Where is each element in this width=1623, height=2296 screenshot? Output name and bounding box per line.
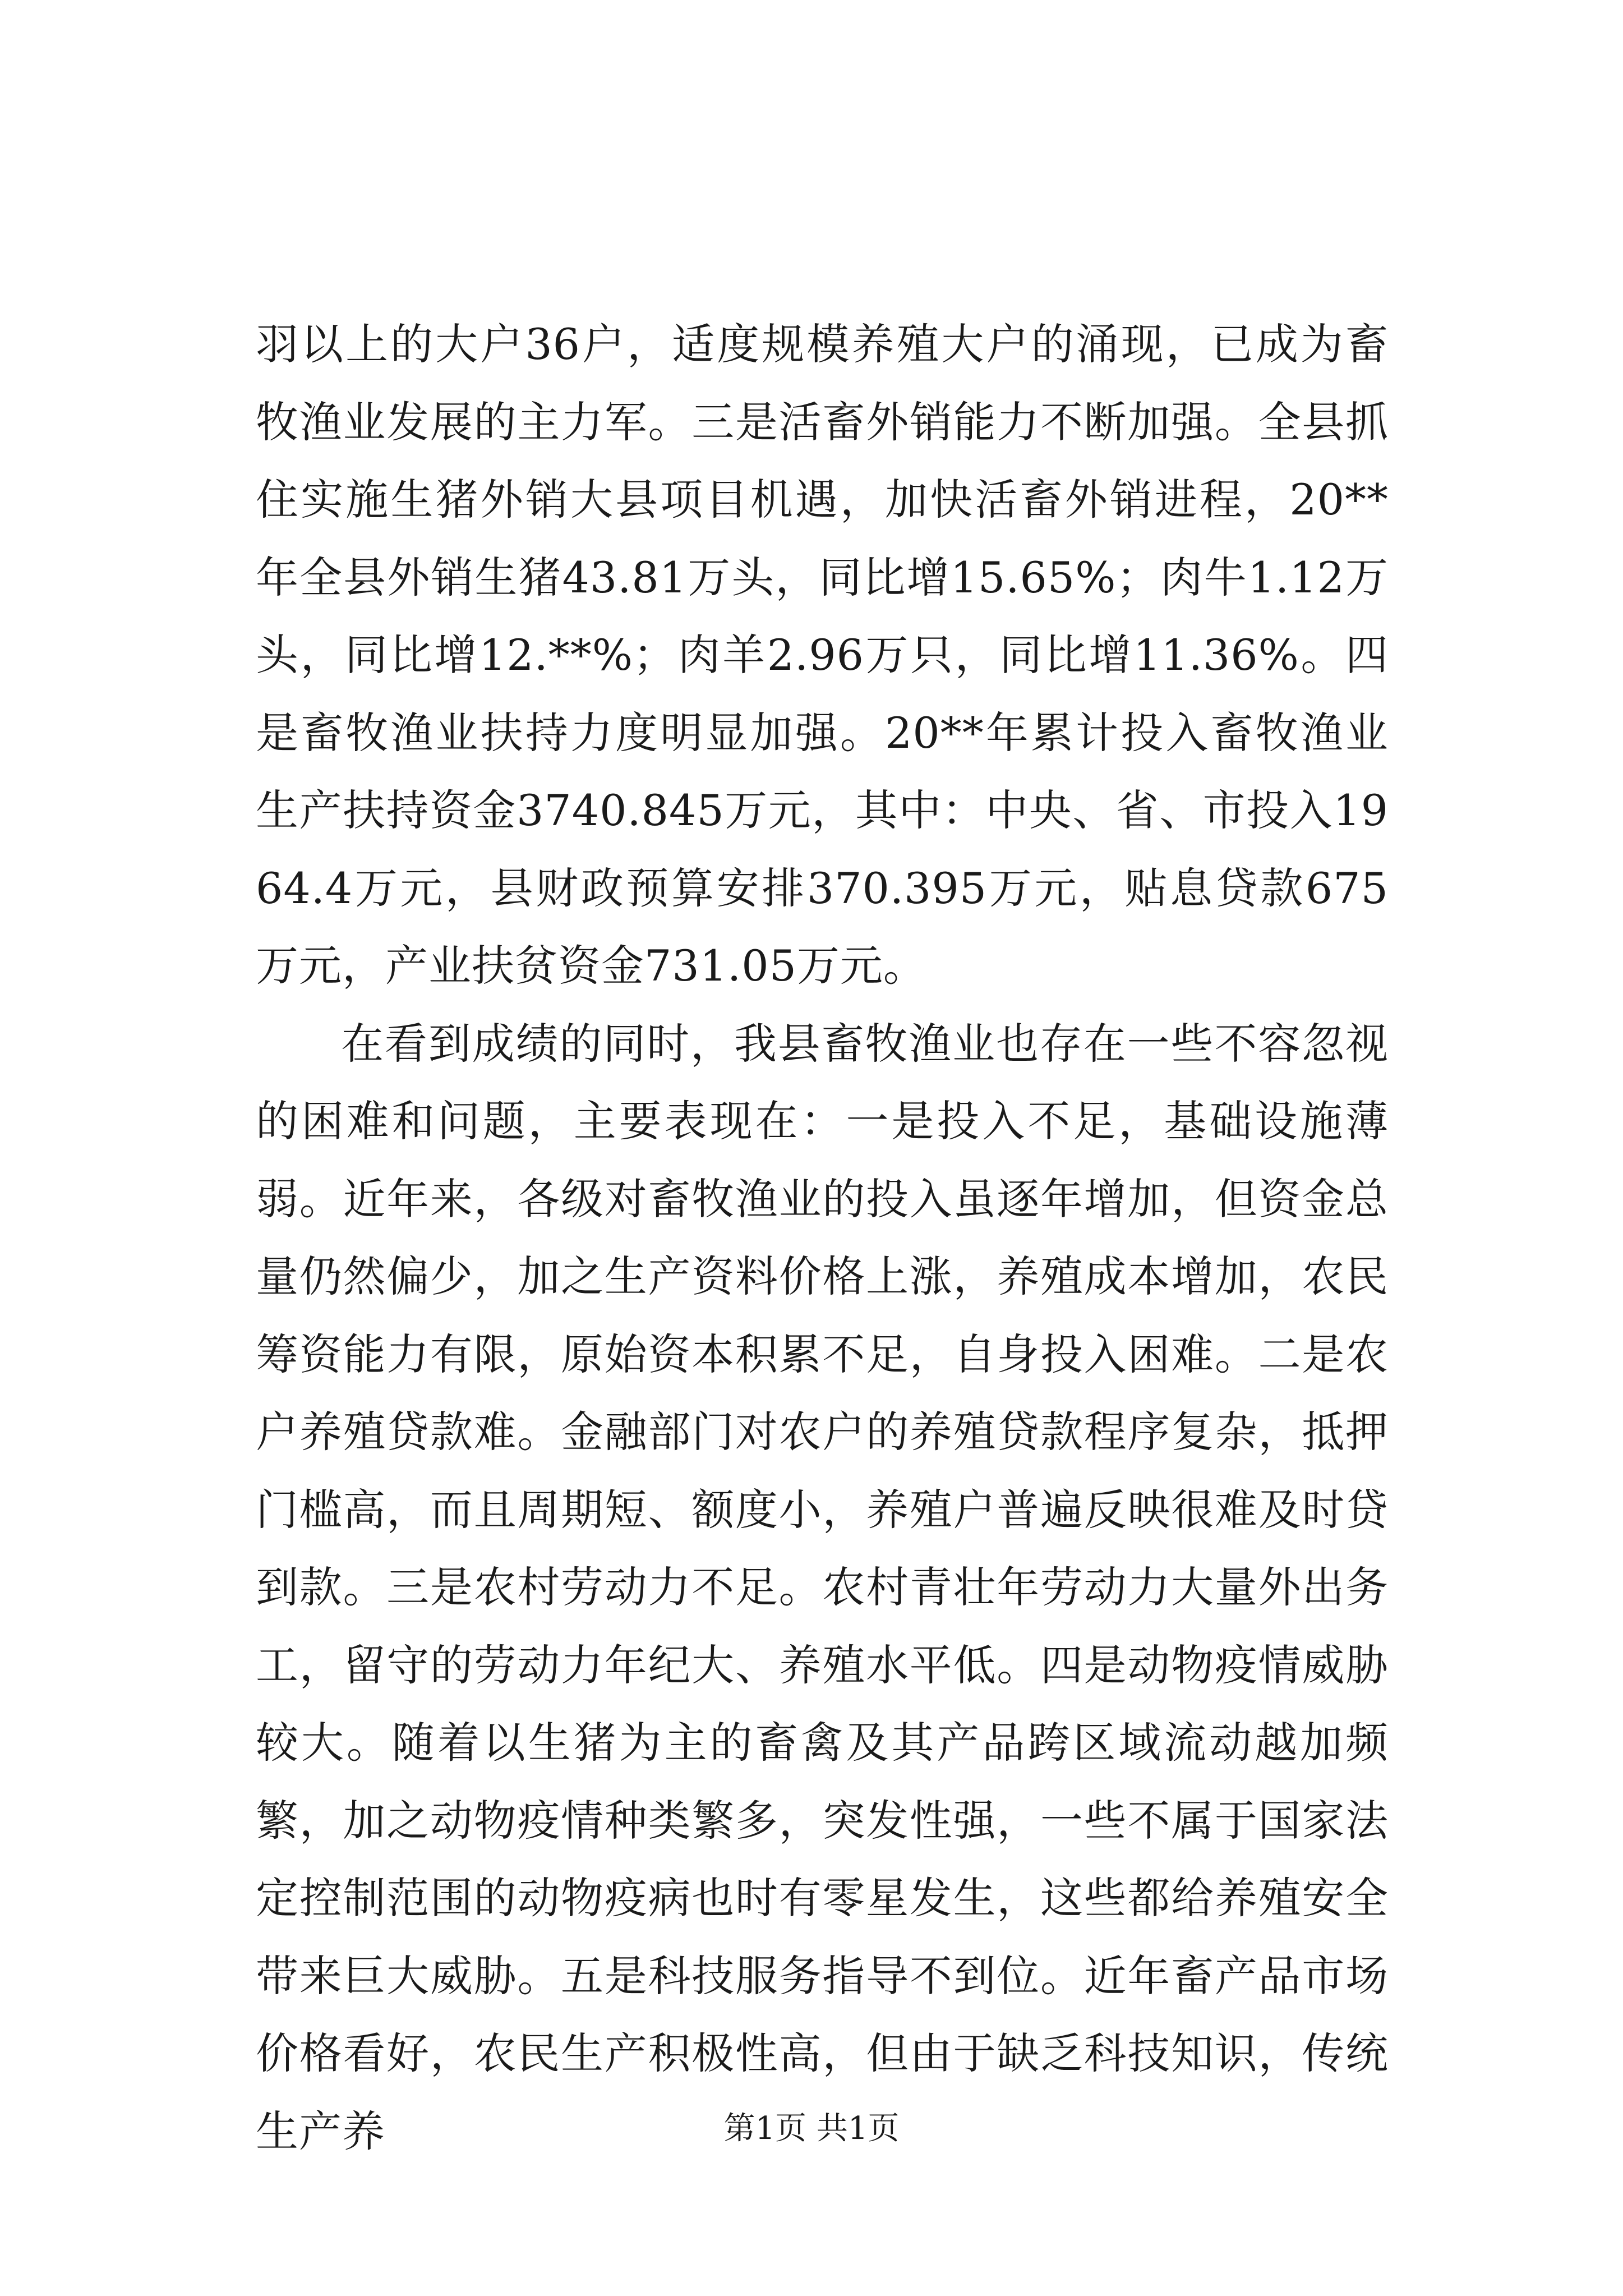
body-text — [256, 306, 1389, 2170]
page-footer: 第1页 共1页 — [723, 2110, 900, 2147]
paragraph-1: 羽以上的大户36户，适度规模养殖大户的涌现，已成为畜牧渔业发展的主力军。三是活畜外销能力不断加强。全县抓住实施生猪外销大县项目机遇，加快活畜外销进程，20**年全县外销生猪43.81万头，同比增15.65%；肉牛1.12万头，同比增12.**%；肉羊2.96万只，同比增11.36%。四是畜牧渔业扶持力度明显加强。20**年累计投入畜牧渔业生产扶持资金3740.845万元，其中：中央、省、市投入1964.4万元，县财政预算安排370.395万元，贴息贷款675万元，产业扶贫资金731.05万元。 — [256, 319, 1389, 991]
paragraph-2: 在看到成绩的同时，我县畜牧渔业也存在一些不容忽视的困难和问题，主要表现在：一是投入不足，基础设施薄弱。近年来，各级对畜牧渔业的投入虽逐年增加，但资金总量仍然偏少，加之生产资料价格上涨，养殖成本增加，农民筹资能力有限，原始资本积累不足，自身投入困难。二是农户养殖贷款难。金融部门对农户的养殖贷款程序复杂，抵押门槛高，而且周期短、额度小，养殖户普遍反映很难及时贷到款。三是农村劳动力不足。农村青壮年劳动力大量外出务工，留守的劳动力年纪大、养殖水平低。四是动物疫情威胁较大。随着以生猪为主的畜禽及其产品跨区域流动越加频繁，加之动物疫情种类繁多，突发性强，一些不属于国家法定控制范围的动物疫病也时有零星发生，这些都给养殖安全带来巨大威胁。五是科技服务指导不到位。近年畜产品市场价格看好，农民生产积极性高，但由于缺乏科技知识，传统生产养 — [256, 1018, 1389, 2156]
